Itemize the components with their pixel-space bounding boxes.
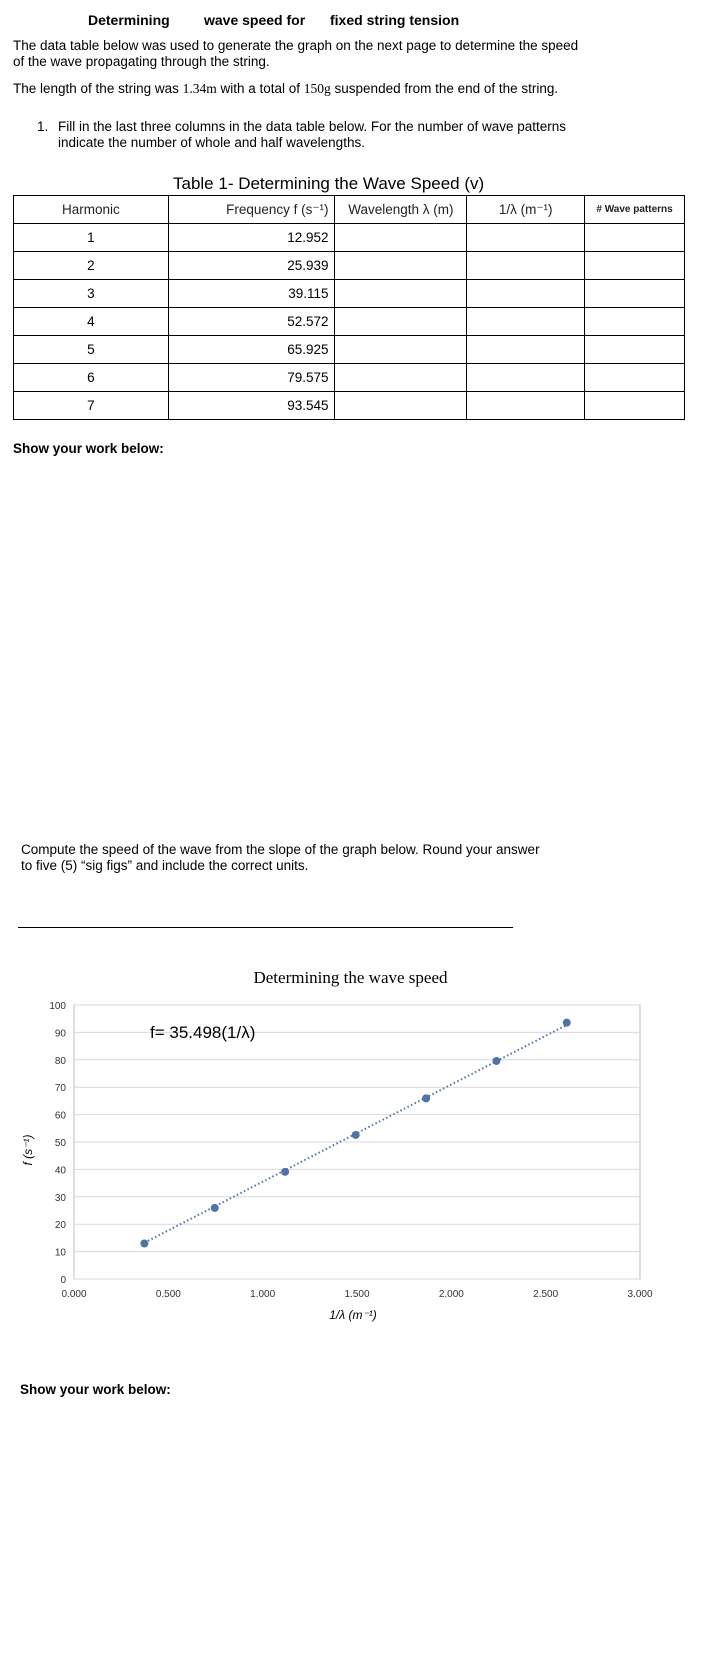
frequency-cell: 39.115 [168,280,335,308]
length-suffix: suspended from the end of the string. [330,81,559,96]
header-harmonic: Harmonic [14,196,169,224]
harmonic-cell: 5 [14,336,169,364]
y-tick-label: 30 [54,1192,66,1204]
data-point [140,1240,148,1248]
answer-line[interactable] [18,927,513,928]
x-tick-label: 2.000 [438,1289,464,1300]
instruction-line-2: indicate the number of whole and half wavelengths. [58,135,365,150]
harmonic-cell: 3 [14,280,169,308]
data-table [13,195,685,420]
length-sentence [13,81,558,97]
y-tick-label: 70 [54,1083,66,1095]
y-tick-label: 20 [54,1220,66,1232]
inverse-wavelength-cell[interactable] [467,280,585,308]
y-tick-label: 10 [54,1247,66,1259]
table-row [14,336,685,364]
title-part-2: wave speed for [204,12,306,28]
harmonic-cell: 1 [14,224,169,252]
wave-patterns-cell[interactable] [585,224,685,252]
wavelength-cell[interactable] [335,336,467,364]
show-work-label: Show your work below: [13,441,164,456]
wavelength-cell[interactable] [335,252,467,280]
table-row [14,308,685,336]
length-value: 1.34m [182,81,217,96]
wave-speed-chart [0,995,701,1345]
x-tick-label: 2.500 [533,1289,559,1300]
frequency-cell: 79.575 [168,364,335,392]
mass-value: 150g [303,81,331,96]
title-part-1: Determining [88,12,170,28]
data-point [352,1131,360,1139]
y-axis-label: f (s⁻¹) [21,1134,35,1166]
y-tick-label: 90 [54,1028,66,1040]
inverse-wavelength-cell[interactable] [467,364,585,392]
frequency-cell: 93.545 [168,392,335,420]
frequency-cell: 65.925 [168,336,335,364]
x-tick-label: 1.000 [250,1289,276,1300]
wavelength-cell[interactable] [335,224,467,252]
harmonic-cell: 6 [14,364,169,392]
frequency-cell: 25.939 [168,252,335,280]
wave-patterns-cell[interactable] [585,308,685,336]
title-part-3: fixed string tension [330,12,460,28]
wave-patterns-cell[interactable] [585,364,685,392]
data-point [211,1204,219,1212]
harmonic-cell: 4 [14,308,169,336]
x-tick-label: 1.500 [344,1289,370,1300]
table-row [14,392,685,420]
harmonic-cell: 2 [14,252,169,280]
trendline-equation: f= 35.498(1/λ) [150,1023,256,1042]
data-point [563,1019,571,1027]
wavelength-cell[interactable] [335,280,467,308]
y-tick-label: 100 [49,1001,66,1012]
show-work-label-2: Show your work below: [20,1382,171,1397]
instruction-line-1: Fill in the last three columns in the data table below. For the number of wave patterns [58,119,567,134]
wavelength-cell[interactable] [335,392,467,420]
length-prefix: The length of the string was [13,81,183,96]
x-tick-label: 3.000 [627,1289,653,1300]
inverse-wavelength-cell[interactable] [467,252,585,280]
intro-line-1: The data table below was used to generate the graph on the next page to determine the speed [13,38,579,53]
inverse-wavelength-cell[interactable] [467,308,585,336]
header-wavelength: Wavelength λ (m) [335,196,467,224]
x-axis-label: 1/λ (m⁻¹) [329,1308,377,1322]
instruction-text [58,119,566,151]
data-point [492,1057,500,1065]
y-tick-label: 40 [54,1165,66,1177]
y-tick-label: 80 [54,1055,66,1067]
wave-patterns-cell[interactable] [585,252,685,280]
inverse-wavelength-cell[interactable] [467,224,585,252]
table-row [14,280,685,308]
length-mid: with a total of [216,81,304,96]
data-point [422,1094,430,1102]
header-wave-patterns: # Wave patterns [585,196,685,224]
inverse-wavelength-cell[interactable] [467,336,585,364]
harmonic-cell: 7 [14,392,169,420]
compute-line-2: to five (5) “sig figs” and include the correct units. [21,858,309,873]
y-tick-label: 60 [54,1110,66,1122]
wave-patterns-cell[interactable] [585,280,685,308]
data-point [281,1168,289,1176]
table-row [14,224,685,252]
inverse-wavelength-cell[interactable] [467,392,585,420]
x-tick-label: 0.500 [155,1289,181,1300]
table-row [14,252,685,280]
table-header-row [14,196,685,224]
intro-line-2: of the wave propagating through the string. [13,54,270,69]
frequency-cell: 52.572 [168,308,335,336]
y-tick-label: 0 [60,1275,66,1286]
intro-paragraph [13,38,578,70]
frequency-cell: 12.952 [168,224,335,252]
table-row [14,364,685,392]
wave-patterns-cell[interactable] [585,392,685,420]
header-frequency: Frequency f (s⁻¹) [168,196,335,224]
wavelength-cell[interactable] [335,308,467,336]
table-caption: Table 1- Determining the Wave Speed (v) [173,174,485,193]
chart-title: Determining the wave speed [253,968,448,987]
y-tick-label: 50 [54,1138,66,1149]
compute-paragraph [21,842,540,874]
x-tick-label: 0.000 [61,1289,87,1300]
wavelength-cell[interactable] [335,364,467,392]
compute-line-1: Compute the speed of the wave from the slope of the graph below. Round your answer [21,842,540,857]
instruction-number: 1. [37,119,49,134]
header-inverse-wavelength: 1/λ (m⁻¹) [467,196,585,224]
wave-patterns-cell[interactable] [585,336,685,364]
